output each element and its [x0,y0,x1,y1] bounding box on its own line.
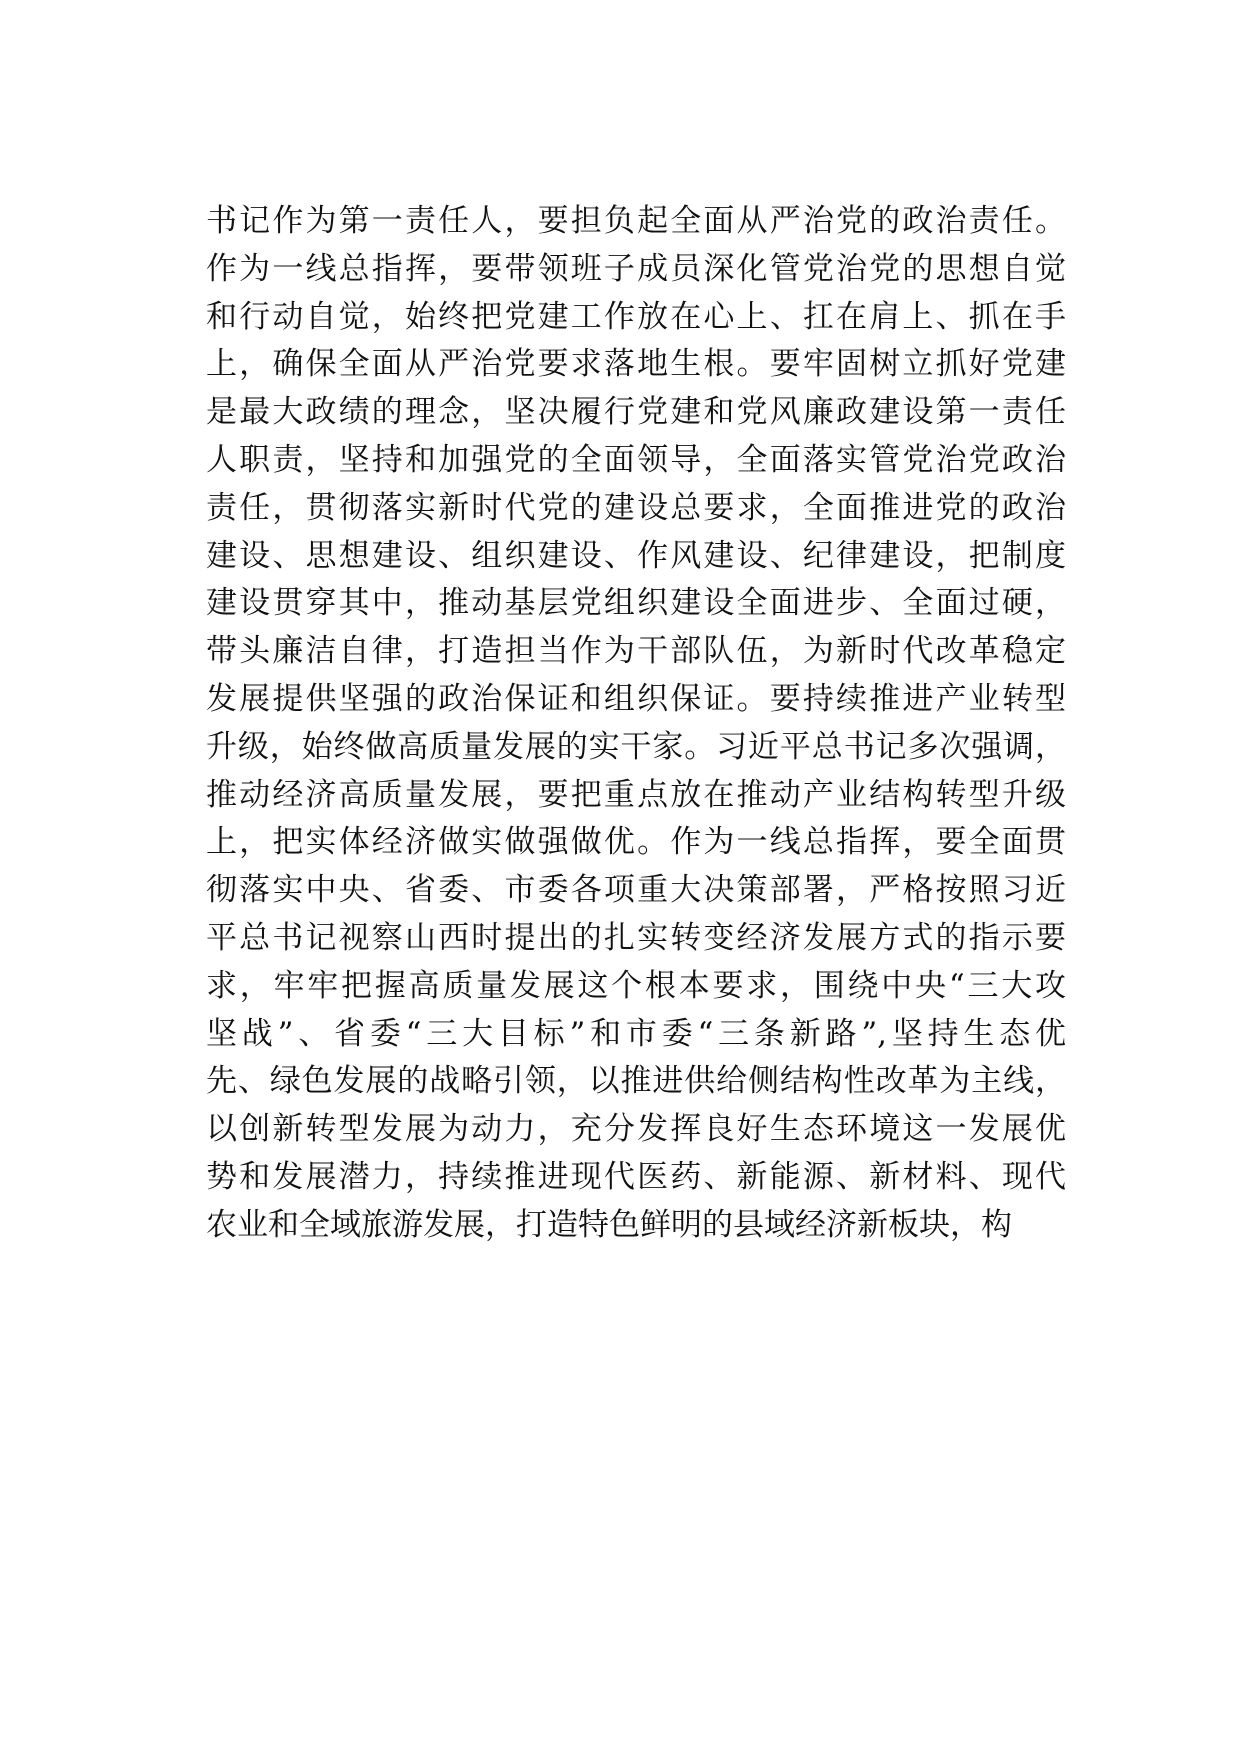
text-line: 上，确保全面从严治党要求落地生根。要牢固树立抓好党建 [206,346,1066,383]
text-line: 求，牢牢把握高质量发展这个根本要求，围绕中央“三大攻 [206,967,1066,1004]
text-line: 升级，始终做高质量发展的实干家。习近平总书记多次强调， [206,728,1066,765]
text-line: 上，把实体经济做实做强做优。作为一线总指挥，要全面贯 [206,824,1066,861]
text-line: 是最大政绩的理念，坚决履行党建和党风廉政建设第一责任 [206,394,1066,431]
text-line: 坚战”、省委“三大目标”和市委“三条新路”,坚持生态优 [206,1015,1066,1052]
text-line: 农业和全域旅游发展，打造特色鲜明的县域经济新板块，构 [206,1206,1012,1243]
text-line: 作为一线总指挥，要带领班子成员深化管党治党的思想自觉 [206,250,1066,287]
text-line: 人职责，坚持和加强党的全面领导，全面落实管党治党政治 [206,441,1066,478]
text-line: 责任，贯彻落实新时代党的建设总要求，全面推进党的政治 [206,489,1066,526]
text-line: 发展提供坚强的政治保证和组织保证。要持续推进产业转型 [206,680,1066,717]
text-line: 和行动自觉，始终把党建工作放在心上、扛在肩上、抓在手 [206,298,1066,335]
text-line: 彻落实中央、省委、市委各项重大决策部署，严格按照习近 [206,872,1066,909]
text-line: 势和发展潜力，持续推进现代医药、新能源、新材料、现代 [206,1158,1066,1195]
text-line: 平总书记视察山西时提出的扎实转变经济发展方式的指示要 [206,919,1066,956]
text-line: 先、绿色发展的战略引领，以推进供给侧结构性改革为主线， [206,1063,1066,1100]
text-line: 建设贯穿其中，推动基层党组织建设全面进步、全面过硬， [206,585,1066,622]
text-line: 书记作为第一责任人，要担负起全面从严治党的政治责任。 [206,203,1066,239]
text-line: 以创新转型发展为动力，充分发挥良好生态环境这一发展优 [206,1111,1066,1148]
text-line: 带头廉洁自律，打造担当作为干部队伍，为新时代改革稳定 [206,633,1066,670]
body-text [206,198,1066,1250]
text-line: 建设、思想建设、组织建设、作风建设、纪律建设，把制度 [206,537,1066,574]
text-line: 推动经济高质量发展，要把重点放在推动产业结构转型升级 [206,776,1066,813]
